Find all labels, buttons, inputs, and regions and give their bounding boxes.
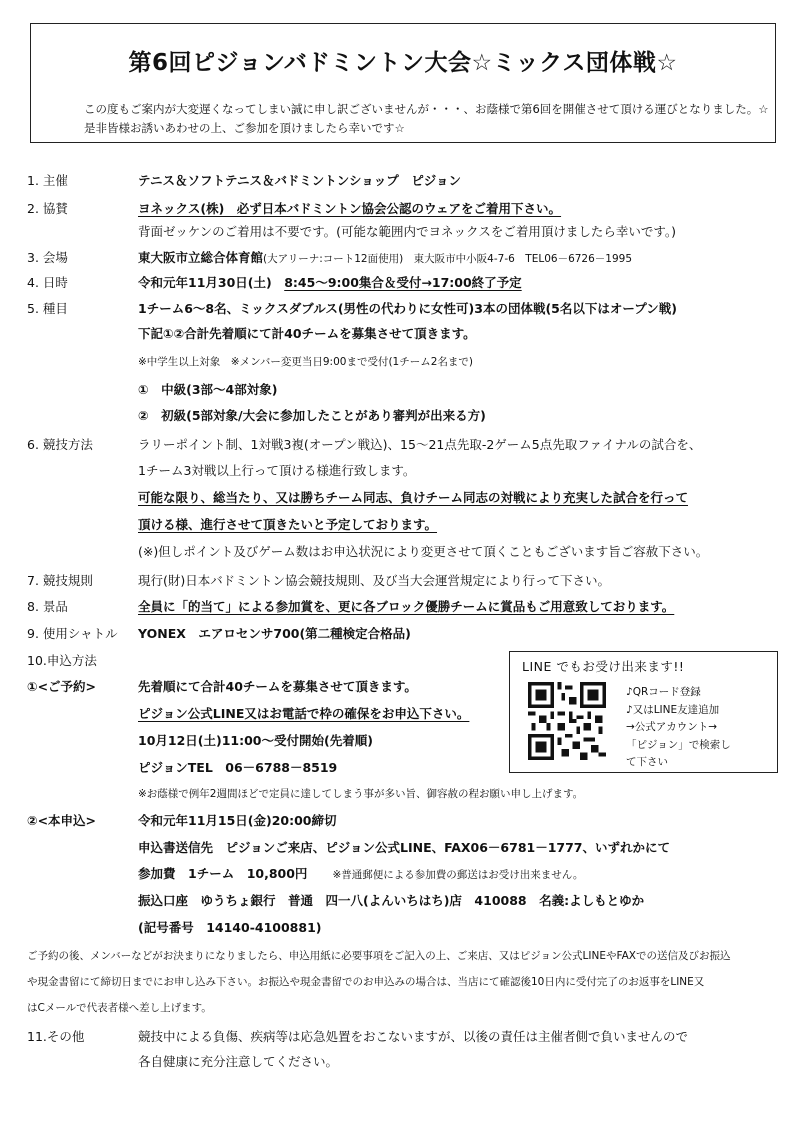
application-line1: 令和元年11月15日(金)20:00締切 bbox=[138, 813, 337, 828]
footer-line1: ご予約の後、メンバーなどがお決まりになりましたら、申込用紙に必要事項をご記入の上、ご来店、又はピジョン公式LINEやFAXでの送信及びお振込 bbox=[27, 950, 731, 962]
section-1-label: 1. 主催 bbox=[27, 173, 68, 188]
application-line3 bbox=[138, 864, 583, 882]
reservation-line2: ピジョン公式LINE又はお電話で枠の確保をお申込下さい。 bbox=[138, 706, 470, 721]
event-date: 令和元年11月30日(土) bbox=[138, 275, 272, 290]
reservation-note: ※お蔭様で例年2週間ほどで定員に達してしまう事が多い旨、御容赦の程お願い申し上げます。 bbox=[138, 788, 584, 800]
reservation-label: ①<ご予約> bbox=[27, 679, 97, 694]
section-3-label: 3. 会場 bbox=[27, 250, 68, 265]
section-6-line3: 可能な限り、総当たり、又は勝ちチーム同志、負けチーム同志の対戦により充実した試合を行って bbox=[138, 490, 689, 505]
reservation-line1: 先着順にて合計40チームを募集させて頂きます。 bbox=[138, 679, 417, 694]
page-title: 第6回ピジョンバドミントン大会☆ミックス団体戦☆ bbox=[128, 50, 678, 76]
line-instruction: 「ピジョン」で検索し bbox=[626, 738, 731, 751]
line-instruction: ♪QRコード登録 bbox=[626, 686, 701, 698]
intro-text: この度もご案内が大変遅くなってしまい誠に申し訳ございませんが・・・、お蔭様で第6回を開催させて頂ける運びとなりました。☆是非皆様お誘いあわせの上、ご参加を頂けましたら幸いです☆ bbox=[84, 102, 769, 135]
section-7-label: 7. 競技規則 bbox=[27, 573, 93, 588]
section-2-text: ヨネックス(株) 必ず日本バドミントン協会公認のウェアをご着用下さい。 bbox=[138, 201, 562, 216]
section-7-text: 現行(財)日本バドミントン協会競技規則、及び当大会運営規定により行って下さい。 bbox=[138, 573, 611, 588]
section-11-line1: 競技中による負傷、疾病等は応急処置をおこないますが、以後の責任は主催者側で負いませんので bbox=[138, 1029, 689, 1044]
section-8-label: 8. 景品 bbox=[27, 599, 68, 614]
section-5-item2 bbox=[138, 406, 486, 424]
event-time: 8:45～9:00集合＆受付→17:00終了予定 bbox=[284, 275, 522, 290]
application-label: ②<本申込> bbox=[27, 813, 97, 828]
section-3-text bbox=[138, 248, 632, 266]
line-info-box bbox=[509, 651, 778, 773]
header-box bbox=[30, 23, 776, 143]
section-6-line4: 頂ける様、進行させて頂きたいと予定しております。 bbox=[138, 517, 438, 532]
section-5-label: 5. 種目 bbox=[27, 301, 68, 316]
item1-text: 中級(3部～4部対象) bbox=[161, 382, 278, 397]
fee-text: 参加費 1チーム 10,800円 bbox=[138, 866, 308, 881]
footer-line3: はCメールで代表者様へ差し上げます。 bbox=[27, 1002, 212, 1014]
fee-note: ※普通郵便による参加費の郵送はお受け出来ません。 bbox=[332, 869, 584, 881]
section-5-text: 1チーム6～8名、ミックスダブルス(男性の代わりに女性可)3本の団体戦(5名以下はオープン戦) bbox=[138, 301, 677, 316]
section-2-label: 2. 協賛 bbox=[27, 201, 68, 216]
item2-mark: ② bbox=[138, 408, 149, 423]
section-4-text bbox=[138, 273, 522, 291]
reservation-line4: ピジョンTEL 06－6788－8519 bbox=[138, 760, 338, 775]
line-box-instructions bbox=[626, 684, 731, 772]
section-11-line2: 各自健康に充分注意してください。 bbox=[138, 1054, 339, 1069]
line-box-title: LINE でもお受け出来ます!! bbox=[522, 659, 685, 674]
section-9-text: YONEX エアロセンサ700(第二種検定合格品) bbox=[138, 626, 411, 641]
section-1-text: テニス＆ソフトテニス＆バドミントンショップ ピジョン bbox=[138, 173, 461, 188]
footer-line2: や現金書留にて締切日までにお申し込み下さい。お振込や現金書留でのお申込みの場合は、当店にて確認後10日内に受付完了のお返事をLINE又 bbox=[27, 976, 705, 988]
section-8-text: 全員に「的当て」による参加賞を、更に各ブロック優勝チームに賞品もご用意致しております。 bbox=[138, 599, 675, 614]
section-6-label: 6. 競技方法 bbox=[27, 437, 93, 452]
qr-code-icon bbox=[528, 682, 606, 760]
section-4-label: 4. 日時 bbox=[27, 275, 68, 290]
section-10-label: 10.申込方法 bbox=[27, 653, 97, 668]
venue-name: 東大阪市立総合体育館 bbox=[138, 250, 264, 265]
line-instruction: →公式アカウント→ bbox=[626, 721, 717, 733]
section-11-label: 11.その他 bbox=[27, 1029, 85, 1044]
application-line4: 振込口座 ゆうちょ銀行 普通 四一八(よんいちはち)店 410088 名義:よしもとゆか bbox=[138, 893, 645, 908]
venue-detail: (大アリーナ:コート12面使用) 東大阪市中小阪4-7-6 TEL06－6726－1995 bbox=[263, 253, 633, 265]
section-5-item1 bbox=[138, 380, 277, 398]
section-6-line2: 1チーム3対戦以上行って頂ける様進行致します。 bbox=[138, 463, 416, 478]
item1-mark: ① bbox=[138, 382, 149, 397]
item2-text: 初級(5部対象/大会に参加したことがあり審判が出来る方) bbox=[161, 408, 486, 423]
section-6-line1: ラリーポイント制、1対戦3複(オープン戦込)、15～21点先取-2ゲーム5点先取ファイナルの試合を、 bbox=[138, 437, 702, 452]
application-line5: (記号番号 14140-4100881) bbox=[138, 920, 322, 935]
section-5-text2: 下記①②合計先着順にて計40チームを募集させて頂きます。 bbox=[138, 326, 476, 341]
application-line2: 申込書送信先 ピジョンご来店、ピジョン公式LINE、FAX06－6781－1777、いずれかにて bbox=[138, 840, 671, 855]
section-2-text2: 背面ゼッケンのご着用は不要です。(可能な範囲内でヨネックスをご着用頂けましたら幸いです。) bbox=[138, 224, 677, 239]
reservation-line3: 10月12日(土)11:00～受付開始(先着順) bbox=[138, 733, 373, 748]
section-6-line5: (※)但しポイント及びゲーム数はお申込状況により変更させて頂くこともございます旨ご容赦下さい。 bbox=[138, 544, 709, 559]
section-5-note: ※中学生以上対象 ※メンバー変更当日9:00まで受付(1チーム2名まで) bbox=[138, 356, 473, 368]
line-instruction: ♪又はLINE友達追加 bbox=[626, 703, 720, 716]
section-9-label: 9. 使用シャトル bbox=[27, 626, 118, 641]
line-instruction: て下さい bbox=[626, 756, 668, 768]
